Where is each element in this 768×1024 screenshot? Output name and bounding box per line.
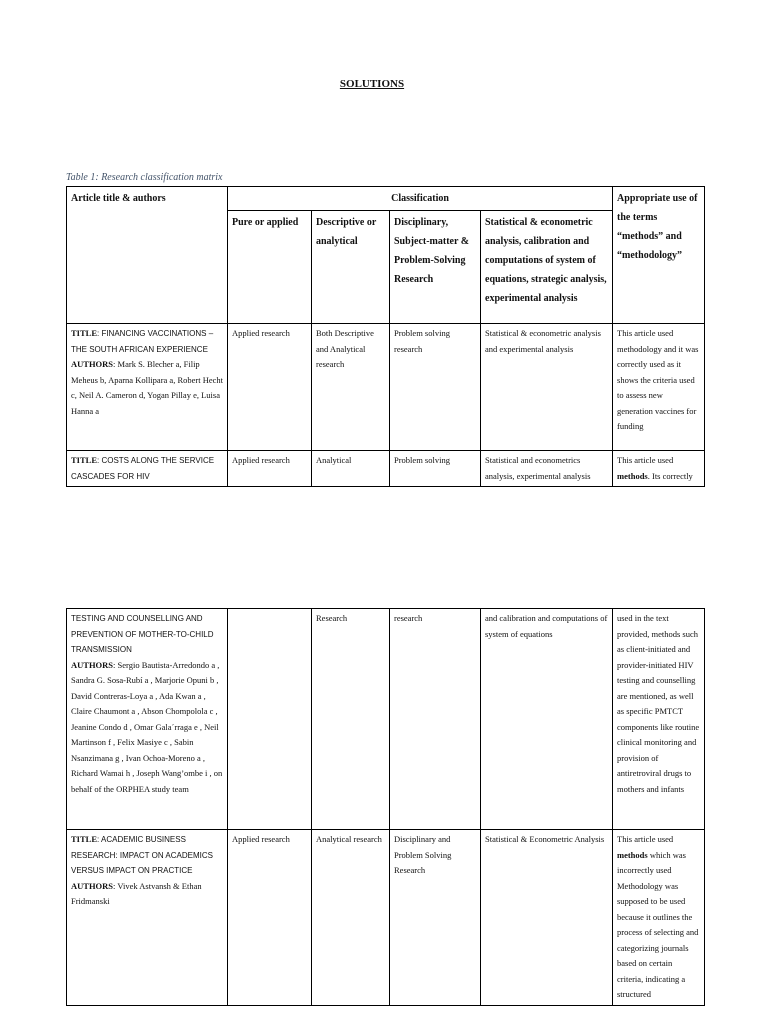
title-label: TITLE <box>71 834 97 844</box>
header-classification: Classification <box>228 187 613 211</box>
table-row <box>67 451 705 487</box>
cell-disciplinary: Disciplinary and Problem Solving Research <box>390 830 481 1006</box>
article-title: : ACADEMIC BUSINESS RESEARCH: IMPACT ON ACADEMICS VERSUS IMPACT ON PRACTICE <box>71 835 213 875</box>
cell-pure-or-applied: Applied research <box>228 451 312 487</box>
cell-statistical-analysis: Statistical & econometric analysis and experimental analysis <box>481 324 613 451</box>
header-appropriate-use: Appropriate use of the terms “methods” and “methodology” <box>613 187 705 324</box>
table-row <box>67 609 705 830</box>
cell-descriptive-or-analytical: Research <box>312 609 390 830</box>
article-title: : FINANCING VACCINATIONS –THE SOUTH AFRICAN EXPERIENCE <box>71 329 214 354</box>
article-authors: : Vivek Astvansh & Ethan Fridmanski <box>71 880 202 906</box>
cell-pure-or-applied: Applied research <box>228 830 312 1006</box>
table-caption: Table 1: Research classification matrix <box>66 172 223 183</box>
classification-table-part-2 <box>66 608 705 1006</box>
use-text: This article used <box>617 834 674 844</box>
table-row <box>67 830 705 1006</box>
cell-disciplinary: Problem solving <box>390 451 481 487</box>
cell-descriptive-or-analytical: Analytical <box>312 451 390 487</box>
use-text: which was incorrectly used Methodology was supposed to be used because it outlines the process of selecting and categorizing journals based on certain criteria, indicating a structured <box>617 849 699 999</box>
cell-statistical-analysis: and calibration and computations of system of equations <box>481 609 613 830</box>
header-disciplinary: Disciplinary, Subject-matter & Problem-Solving Research <box>390 211 481 324</box>
article-title: TESTING AND COUNSELLING AND PREVENTION OF MOTHER-TO-CHILD TRANSMISSION <box>71 614 214 654</box>
cell-descriptive-or-analytical: Analytical research <box>312 830 390 1006</box>
use-text: This article used <box>617 455 674 465</box>
cell-pure-or-applied <box>228 609 312 830</box>
article-authors: : Mark S. Blecher a, Filip Meheus b, Aparna Kollipara a, Robert Hecht c, Neil A. Cameron d, Yogan Pillay e, Luisa Hanna a <box>71 359 224 416</box>
title-label: TITLE <box>71 328 97 338</box>
cell-appropriate-use <box>613 451 705 487</box>
cell-disciplinary: Problem solving research <box>390 324 481 451</box>
cell-statistical-analysis: Statistical & Econometric Analysis <box>481 830 613 1006</box>
title-label: TITLE <box>71 455 97 465</box>
use-term: methods <box>617 849 648 860</box>
cell-appropriate-use <box>613 830 705 1006</box>
article-title: : COSTS ALONG THE SERVICE CASCADES FOR HIV <box>71 456 215 481</box>
cell-pure-or-applied: Applied research <box>228 324 312 451</box>
table-row <box>67 324 705 451</box>
cell-appropriate-use: used in the text provided, methods such as client-initiated and provider-initiated HIV testing and counselling are mentioned, as well as specific PMTCT components like routine clinical monitoring and provision of antiretroviral drugs to mothers and infants <box>613 609 705 830</box>
cell-appropriate-use: This article used methodology and it was correctly used as it shows the criteria used to assess new generation vaccines for funding <box>613 324 705 451</box>
cell-descriptive-or-analytical: Both Descriptive and Analytical research <box>312 324 390 451</box>
header-statistical-analysis: Statistical & econometric analysis, calibration and computations of system of equations, strategic analysis, experimental analysis <box>481 211 613 324</box>
header-descriptive-or-analytical: Descriptive or analytical <box>312 211 390 324</box>
classification-table-part-1 <box>66 186 705 487</box>
header-article-title-authors: Article title & authors <box>67 187 228 324</box>
page-heading: SOLUTIONS <box>339 78 405 90</box>
authors-label: AUTHORS <box>71 880 114 891</box>
cell-disciplinary: research <box>390 609 481 830</box>
cell-statistical-analysis: Statistical and econometrics analysis, experimental analysis <box>481 451 613 487</box>
cell-article <box>67 830 228 1006</box>
use-text: . Its correctly <box>647 470 693 481</box>
authors-label: AUTHORS <box>71 659 114 670</box>
cell-article <box>67 451 228 487</box>
header-pure-or-applied: Pure or applied <box>228 211 312 324</box>
cell-article <box>67 324 228 451</box>
cell-article <box>67 609 228 830</box>
authors-label: AUTHORS <box>71 359 114 369</box>
use-term: methods <box>617 470 648 481</box>
article-authors: : Sergio Bautista-Arredondo a , Sandra G. Sosa-Rubí a , Marjorie Opuni b , David Contreras-Loya a , Ada Kwan a , Claire Chaumont a , Abson Chompolola c , Jeanine Condo d , Omar Gala´rraga e , Neil Martinson f , Felix Masiye c , Sabin Nsanzimana g , Ivan Ochoa-Moreno a , Richard Wamai h , Joseph Wang’ombe i , on behalf of the ORPHEA study team <box>71 659 223 794</box>
